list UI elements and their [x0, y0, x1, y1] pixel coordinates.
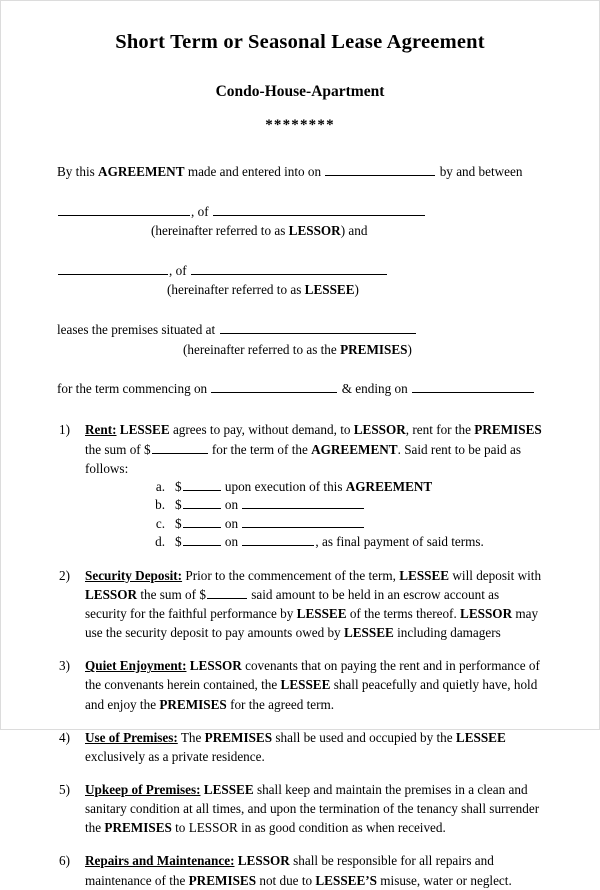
clause-text: for the agreed term.	[226, 696, 335, 712]
clause-number: 5)	[59, 782, 70, 797]
clause-text: misuse, water or neglect.	[376, 872, 512, 888]
premises-note-c: )	[407, 341, 412, 357]
subitem-letter: d.	[155, 534, 165, 550]
blank-deposit-amount[interactable]	[207, 587, 247, 599]
list-item	[85, 478, 543, 496]
clause-quiet-enjoyment	[57, 656, 543, 713]
term-premises: PREMISES	[188, 872, 257, 888]
subitem-text: $	[175, 497, 182, 513]
term-lessor: LESSOR	[288, 223, 341, 239]
clause-upkeep-of-premises	[57, 780, 543, 837]
term-lessor: LESSOR	[460, 606, 513, 622]
term-premises: PREMISES	[159, 696, 227, 712]
blank-payment-date[interactable]	[242, 516, 364, 528]
blank-payment-amount[interactable]	[183, 534, 221, 546]
asterisk-divider: ********	[265, 116, 335, 133]
term-lessor: LESSOR	[189, 658, 242, 674]
clause-text: agrees to pay, without demand, to	[169, 422, 354, 438]
clause-use-of-premises	[57, 728, 543, 766]
subitem-text: on	[221, 534, 242, 550]
clause-list	[57, 420, 543, 889]
intro-agreement-line	[57, 162, 543, 181]
subitem-text: $	[175, 478, 182, 494]
clause-text: exclusively as a private residence.	[85, 748, 265, 764]
clause-rent	[57, 420, 543, 551]
clause-number: 2)	[59, 567, 70, 583]
clause-text: Prior to the commencement of the term,	[182, 567, 400, 583]
lessee-of-text: , of	[169, 262, 190, 278]
term-lessee: LESSEE	[119, 422, 170, 438]
subitem-text: , as final payment of said terms.	[315, 534, 484, 550]
clause-text: the sum of $	[85, 441, 151, 457]
premises-text: leases the premises situated at	[57, 322, 219, 338]
clause-text: shall be responsible for all repairs and maintenance of the	[85, 853, 494, 888]
lessor-of-text: , of	[191, 203, 212, 219]
lessor-note	[57, 222, 543, 240]
term-text-b: & ending on	[338, 381, 411, 397]
term-lessee: LESSEE	[399, 567, 450, 583]
clause-text: to LESSOR in as good condition as when received.	[171, 820, 446, 836]
blank-lessee-address[interactable]	[191, 263, 387, 275]
document-body	[1, 1, 599, 890]
term-lessee: LESSEE	[280, 677, 331, 693]
term-dates-line	[57, 379, 543, 398]
term-lessee: LESSEE	[203, 782, 254, 797]
subitem-text: on	[221, 515, 242, 531]
term-lessees: LESSEE’S	[315, 872, 377, 888]
clause-text: for the term of the	[208, 441, 312, 457]
subitem-letter: a.	[155, 478, 165, 494]
clause-security-deposit	[57, 566, 543, 643]
blank-lessee-name[interactable]	[58, 263, 168, 275]
lessor-note-a: (hereinafter referred to as	[151, 223, 289, 239]
intro-text-b: made and entered into on	[184, 163, 325, 179]
blank-lessor-address[interactable]	[213, 204, 425, 216]
clause-text: covenants that on paying the rent and in performance of the convenants herein contained, the	[85, 658, 540, 693]
clause-text: shall keep and maintain the premises in a clean and sanitary condition at all times, and upon the termination of the tenancy shall surrender the	[85, 782, 540, 836]
clause-text: of the terms thereof.	[346, 606, 461, 622]
clause-heading: Quiet Enjoyment:	[85, 658, 187, 674]
list-item	[85, 496, 543, 514]
clause-number: 1)	[59, 422, 70, 438]
term-lessee: LESSEE	[304, 281, 355, 297]
term-premises: PREMISES	[340, 341, 408, 357]
premises-line	[57, 320, 543, 359]
term-lessee: LESSEE	[455, 729, 506, 745]
term-premises: PREMISES	[204, 729, 273, 745]
rent-schedule-list	[85, 478, 543, 552]
intro-text-a: By this	[57, 163, 99, 179]
clause-repairs-and-maintenance	[57, 851, 543, 889]
lessor-party-line	[57, 202, 543, 241]
term-agreement: AGREEMENT	[311, 441, 398, 457]
clause-text: . Said rent to be paid as follows:	[85, 441, 522, 476]
subitem-letter: c.	[155, 515, 165, 531]
blank-term-end[interactable]	[412, 381, 534, 393]
clause-heading: Rent:	[85, 422, 117, 438]
clause-heading: Security Deposit:	[85, 567, 183, 583]
subitem-text: on	[221, 497, 242, 513]
list-item	[85, 515, 543, 533]
lessor-note-c: ) and	[340, 223, 368, 239]
premises-note	[57, 341, 543, 359]
subitem-letter: b.	[155, 497, 165, 513]
term-lessee: LESSEE	[296, 606, 347, 622]
term-lessee: LESSEE	[343, 625, 394, 641]
lessee-note-a: (hereinafter referred to as	[167, 281, 305, 297]
clause-text: will deposit with	[449, 567, 542, 583]
blank-lessor-name[interactable]	[58, 204, 190, 216]
clause-text: The	[177, 729, 205, 745]
clause-heading: Use of Premises:	[85, 729, 178, 745]
subitem-text: $	[175, 515, 182, 531]
page-title: Short Term or Seasonal Lease Agreement	[115, 31, 485, 53]
blank-payment-amount[interactable]	[183, 497, 221, 509]
clause-text: shall peacefully and quietly have, hold and enjoy the	[85, 677, 538, 712]
document-subtitle: Condo-House-Apartment	[215, 82, 385, 100]
blank-payment-amount[interactable]	[183, 516, 221, 528]
clause-text: , rent for the	[405, 422, 475, 438]
premises-note-a: (hereinafter referred to as the	[183, 341, 341, 357]
clause-number: 4)	[59, 729, 70, 745]
clause-heading: Upkeep of Premises:	[85, 782, 201, 797]
clause-text: not due to	[256, 872, 316, 888]
subitem-text: upon execution of this	[221, 478, 346, 494]
clause-text: said amount to be held in an escrow account as security for the faithful performance by	[85, 586, 500, 622]
clause-heading: Repairs and Maintenance:	[85, 853, 235, 869]
clause-text: including damagers	[393, 625, 501, 641]
blank-term-start[interactable]	[211, 381, 337, 393]
term-lessor: LESSOR	[85, 586, 138, 602]
lessee-note	[57, 281, 543, 299]
term-lessor: LESSOR	[353, 422, 406, 438]
subitem-text: $	[175, 534, 182, 550]
clause-text: the sum of $	[137, 586, 206, 602]
term-premises: PREMISES	[474, 422, 542, 438]
term-text-a: for the term commencing on	[57, 381, 211, 397]
blank-final-payment-date[interactable]	[242, 534, 314, 546]
lessee-party-line	[57, 261, 543, 300]
blank-payment-amount[interactable]	[183, 479, 221, 491]
blank-agreement-date[interactable]	[325, 164, 435, 176]
clause-number: 3)	[59, 658, 70, 674]
term-agreement: AGREEMENT	[345, 478, 433, 494]
term-lessor: LESSOR	[237, 853, 290, 869]
lessee-note-c: )	[354, 281, 359, 297]
clause-text: may use the security deposit to pay amounts owed by	[85, 606, 539, 641]
blank-premises-address[interactable]	[220, 323, 416, 335]
blank-total-rent[interactable]	[152, 442, 208, 454]
intro-text-c: by and between	[436, 163, 523, 179]
clause-text: shall be used and occupied by the	[272, 729, 456, 745]
term-premises: PREMISES	[104, 820, 172, 836]
term-agreement: AGREEMENT	[98, 163, 185, 179]
list-item	[85, 533, 543, 551]
blank-payment-date[interactable]	[242, 497, 364, 509]
clause-number: 6)	[59, 853, 70, 869]
